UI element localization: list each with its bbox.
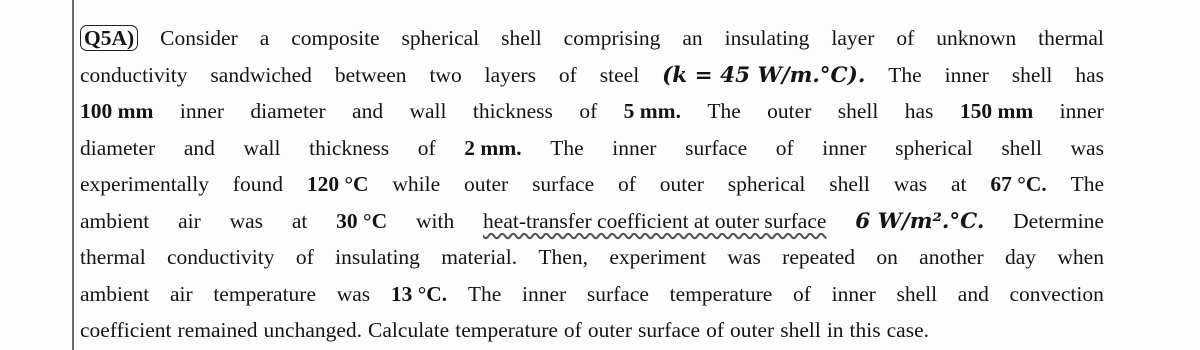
text-word: outer — [587, 318, 633, 342]
text-word: a — [259, 26, 270, 50]
text-word: of — [295, 245, 314, 269]
text-word: wall — [243, 135, 281, 160]
text-word: 5 mm. — [623, 99, 681, 123]
text-word: and — [352, 99, 384, 123]
text-word: has — [904, 99, 934, 123]
text-word: was — [727, 245, 761, 269]
text-word: coefficient — [80, 318, 172, 342]
text-word: case. — [886, 318, 929, 342]
text-word: air — [178, 208, 201, 233]
text-word: surface — [532, 172, 595, 196]
text-word: was — [229, 208, 264, 233]
text-word: inner — [822, 135, 867, 160]
text-word: of — [417, 135, 436, 160]
text-word: diameter — [250, 99, 326, 123]
text-word: surface — [586, 281, 649, 306]
text-word: insulating — [724, 26, 810, 50]
text-word: outer — [464, 172, 509, 196]
text-word: outer — [659, 172, 704, 196]
text-word: ambient — [80, 208, 150, 233]
text-line — [80, 276, 1104, 313]
text-word: 6 W/m².°C. — [855, 208, 985, 234]
text-word: at — [291, 208, 308, 233]
text-word: found — [232, 172, 283, 196]
text-word: has — [1075, 62, 1104, 87]
text-word: The — [467, 281, 502, 306]
text-word: Determine — [1013, 208, 1104, 233]
text-word: this — [849, 318, 881, 342]
text-word: shell — [829, 172, 870, 196]
text-word: between — [334, 62, 407, 87]
text-word: steel — [599, 62, 640, 87]
text-word: inner — [179, 99, 225, 123]
question-id-badge: Q5A) — [80, 25, 138, 51]
text-word: and — [183, 135, 215, 160]
text-word: wall — [409, 99, 447, 123]
text-word: 120 °C — [306, 172, 369, 196]
text-word: 100 mm — [80, 99, 154, 123]
text-word: layer — [831, 26, 875, 50]
text-word: conductivity — [80, 62, 188, 87]
text-word: (k = 45 W/m.°C). — [662, 62, 866, 88]
text-word: 150 mm — [959, 99, 1034, 123]
text-word: The — [550, 135, 584, 160]
text-word: heat-transfer coefficient at outer surface — [483, 208, 827, 233]
text-word: of — [896, 26, 915, 50]
text-word: day — [1004, 245, 1037, 269]
text-word: spherical — [895, 135, 973, 160]
text-word: The — [1070, 172, 1104, 196]
text-word: unknown — [936, 26, 1017, 50]
text-word: of — [558, 62, 577, 87]
text-word: air — [169, 281, 193, 306]
text-line — [80, 239, 1104, 276]
text-word: inner — [831, 281, 876, 306]
text-word: diameter — [80, 135, 156, 160]
text-word: material. — [441, 245, 518, 269]
text-word: was — [893, 172, 928, 196]
text-word: of — [563, 318, 582, 342]
text-word: thickness — [309, 135, 390, 160]
text-line — [80, 93, 1104, 130]
text-line — [80, 130, 1104, 167]
text-word: while — [392, 172, 441, 196]
text-word: two — [429, 62, 462, 87]
text-word: thickness — [472, 99, 553, 123]
text-word: unchanged. — [263, 318, 363, 342]
text-word: was — [1070, 135, 1104, 160]
text-word: layers — [484, 62, 536, 87]
margin-rule — [72, 0, 74, 350]
text-word: of — [793, 281, 811, 306]
text-word: on — [876, 245, 898, 269]
text-line — [80, 20, 1104, 57]
text-word: another — [919, 245, 984, 269]
text-word: outer — [767, 99, 812, 123]
problem-text — [80, 20, 1104, 349]
text-word: of — [617, 172, 636, 196]
text-word: 2 mm. — [464, 135, 522, 160]
text-word: shell — [501, 26, 542, 50]
text-word: spherical — [727, 172, 806, 196]
text-word: temperature — [213, 281, 316, 306]
text-word: at — [950, 172, 967, 196]
text-word: temperature — [669, 281, 773, 306]
text-line — [80, 57, 1104, 94]
text-word: Consider — [160, 26, 238, 50]
text-word: with — [415, 208, 455, 233]
text-word: thermal — [80, 245, 146, 269]
text-word: shell — [1011, 62, 1053, 87]
text-word: convection — [1009, 281, 1104, 306]
text-word: The — [888, 62, 922, 87]
text-word: temperature — [455, 318, 558, 342]
text-word: comprising — [563, 26, 661, 50]
text-word: inner — [944, 62, 989, 87]
text-word: was — [336, 281, 371, 306]
text-word: thermal — [1038, 26, 1104, 50]
text-word: an — [682, 26, 703, 50]
text-word: 13 °C. — [390, 281, 448, 306]
text-word: in — [826, 318, 844, 342]
text-word: shell — [1001, 135, 1042, 160]
text-word: The — [707, 99, 741, 123]
text-word: Calculate — [368, 318, 450, 342]
text-word: outer — [730, 318, 775, 342]
text-word: composite — [291, 26, 380, 50]
text-word: surface — [685, 135, 748, 160]
text-word: spherical — [401, 26, 480, 50]
text-word: and — [957, 281, 989, 306]
text-line — [80, 166, 1104, 203]
text-word: conductivity — [167, 245, 275, 269]
text-word: shell — [896, 281, 938, 306]
text-word: of — [706, 318, 725, 342]
text-word: surface — [638, 318, 701, 342]
text-word: sandwiched — [210, 62, 312, 87]
text-word: of — [775, 135, 794, 160]
text-word: 30 °C — [336, 208, 388, 233]
text-word: Then, — [538, 245, 588, 269]
text-word: inner — [1059, 99, 1104, 123]
text-word: repeated — [782, 245, 855, 269]
text-word: shell — [837, 99, 879, 123]
text-word: 67 °C. — [990, 172, 1047, 196]
text-word: inner — [612, 135, 657, 160]
text-word: shell — [780, 318, 821, 342]
text-word: experimentally — [80, 172, 209, 196]
text-word: experiment — [609, 245, 707, 269]
text-line — [80, 203, 1104, 240]
text-word: remained — [177, 318, 258, 342]
text-word: insulating — [335, 245, 420, 269]
text-word: when — [1057, 245, 1104, 269]
text-word: inner — [522, 281, 567, 306]
text-word: of — [579, 99, 598, 123]
text-word: ambient — [80, 281, 150, 306]
text-line — [80, 312, 1104, 349]
